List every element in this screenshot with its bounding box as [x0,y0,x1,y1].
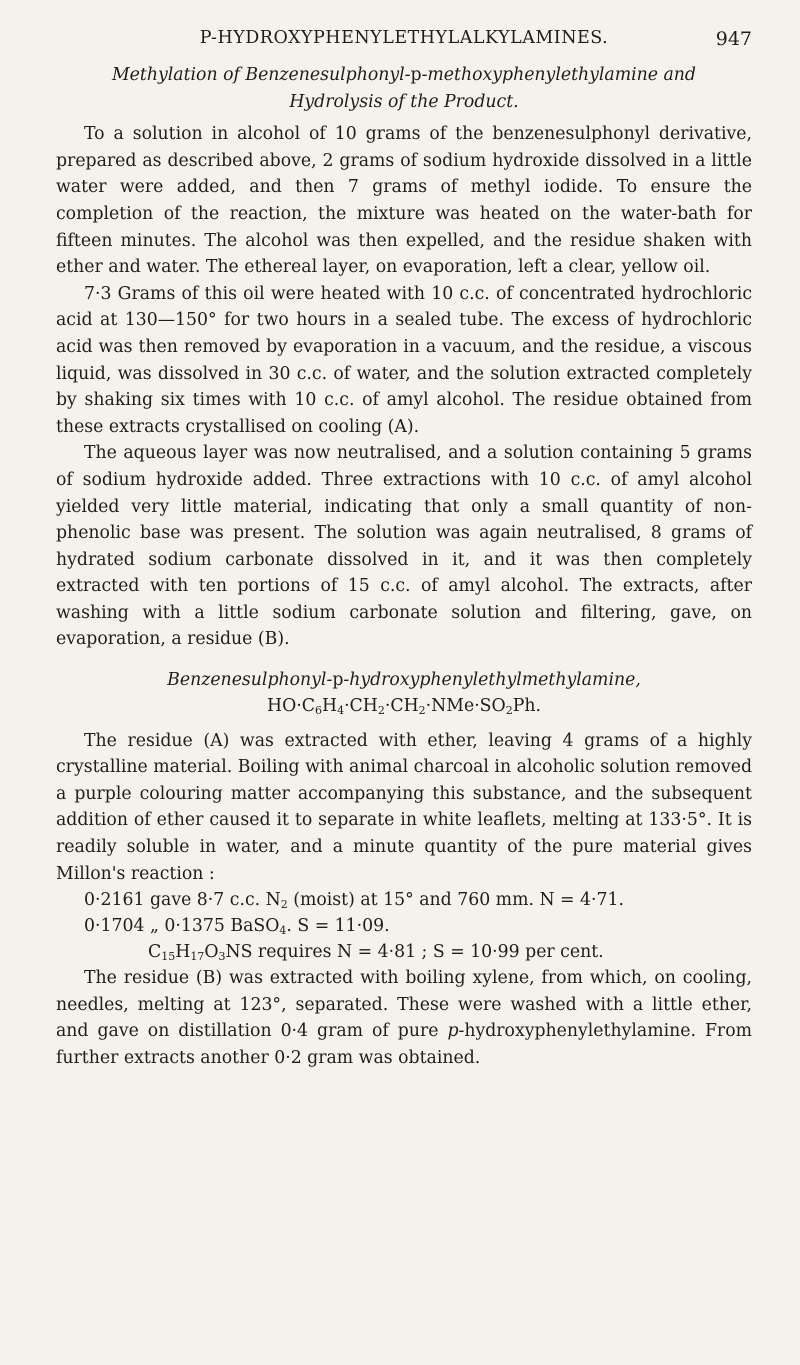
analysis-block [56,887,752,965]
subheading-text-a: Benzenesulphonyl- [167,670,333,691]
heading-text-a: Methylation of Benzenesulphonyl- [111,65,411,85]
formula-part: H [321,695,338,716]
heading-text-p: p [410,65,422,85]
analysis-text: (moist) at 15° and 760 mm. N = 4·71. [287,890,625,911]
paragraph-5-text-b: -hydroxyphenylethylamine. From further extracts another 0·2 gram was obtained. [56,1021,752,1068]
paragraph-5 [56,965,752,1071]
section-heading [56,62,752,115]
formula-sub: 2 [377,703,385,717]
subheading-text-p: p [332,670,344,691]
formula-sub: 2 [505,703,513,717]
formula-part: ·CH [384,695,419,716]
running-head [56,28,752,62]
analysis-sub: 15 [161,950,176,964]
compound-formula [56,694,752,718]
formula-sub: 4 [337,703,345,717]
formula-part: ·NMe·SO [425,695,506,716]
paragraph-3: The aqueous layer was now neutralised, and a solution containing 5 grams of sodium hydroxide added. Three extractions with 10 c.c. of amyl alcohol yielded very little material, indicating that only a small quantity of non-phenolic base was present. The solution was again neutralised, 8 grams of hydrated sodium carbonate dissolved in it, and it was then completely extracted with ten portions of 15 c.c. of amyl alcohol. The extracts, after washing with a little sodium carbonate solution and filtering, gave, on evaporation, a residue (B). [56,443,752,650]
formula-part: ·CH [344,695,378,716]
analysis-row-sulphur [56,913,752,939]
paragraph-1: To a solution in alcohol of 10 grams of the benzenesulphonyl derivative, prepared as described above, 2 grams of sodium hydroxide dissolved in a little water were added, and then 7 grams of methyl iodide. To ensure the completion of the reaction, the mixture was heated on the water-bath for fifteen minutes. The alcohol was then expelled, and the residue shaken with ether and water. The ethereal layer, on evaporation, left a clear, yellow oil. [56,124,752,278]
section-heading-line1 [56,62,752,89]
analysis-text: 0·2161 gave 8·7 c.c. N [84,890,281,911]
analysis-sub: 2 [280,898,288,912]
running-title: P-HYDROXYPHENYLETHYLALKYLAMINES. [199,28,609,48]
formula-part: HO·C [267,695,315,716]
analysis-text: NS requires N = 4·81 ; S = 10·99 per cent. [225,942,604,963]
analysis-sub: 4 [279,924,287,938]
formula-part: Ph. [512,695,541,716]
analysis-text: . S = 11·09. [286,916,390,937]
section-heading-line2: Hydrolysis of the Product. [289,91,519,112]
analysis-row-required [56,939,752,965]
subheading-text-b: -hydroxyphenylethylmethylamine, [343,670,641,691]
compound-subheading [56,667,752,694]
page-number: 947 [715,28,752,50]
analysis-text: C [148,942,162,963]
paragraph-4: The residue (A) was extracted with ether, leaving 4 grams of a highly crystalline material. Boiling with animal charcoal in alcoholic solution removed a purple colouring matter accompanying this substance, and the subsequent addition of ether caused it to separate in white leaflets, melting at 133·5°. It is readily soluble in water, and a minute quantity of the pure material gives Millon's reaction : [56,730,753,884]
analysis-sub: 17 [190,950,205,964]
analysis-text: H [175,942,191,963]
analysis-row-nitrogen [56,887,752,913]
paragraph-5-text-p: p [447,1021,459,1042]
paragraph-5-text-a: The residue (B) was extracted with boiling xylene, from which, on cooling, needles, melting at 123°, separated. These were washed with a little ether, and gave on distillation 0·4 gram of pure [56,968,752,1042]
heading-text-b: -methoxyphenylethylamine and [421,65,696,85]
paragraph-2: 7·3 Grams of this oil were heated with 10 c.c. of concentrated hydrochloric acid at 130—150° for two hours in a sealed tube. The excess of hydrochloric acid was then removed by evaporation in a vacuum, and the residue, a viscous liquid, was dissolved in 30 c.c. of water, and the solution extracted completely by shaking six times with 10 c.c. of amyl alcohol. The residue obtained from these extracts crystallised on cooling (A). [56,283,752,437]
analysis-text: O [204,942,219,963]
formula-sub: 6 [314,703,322,717]
analysis-sub: 3 [218,950,226,964]
analysis-text: 0·1704 „ 0·1375 BaSO [84,916,280,937]
formula-sub: 2 [418,703,426,717]
